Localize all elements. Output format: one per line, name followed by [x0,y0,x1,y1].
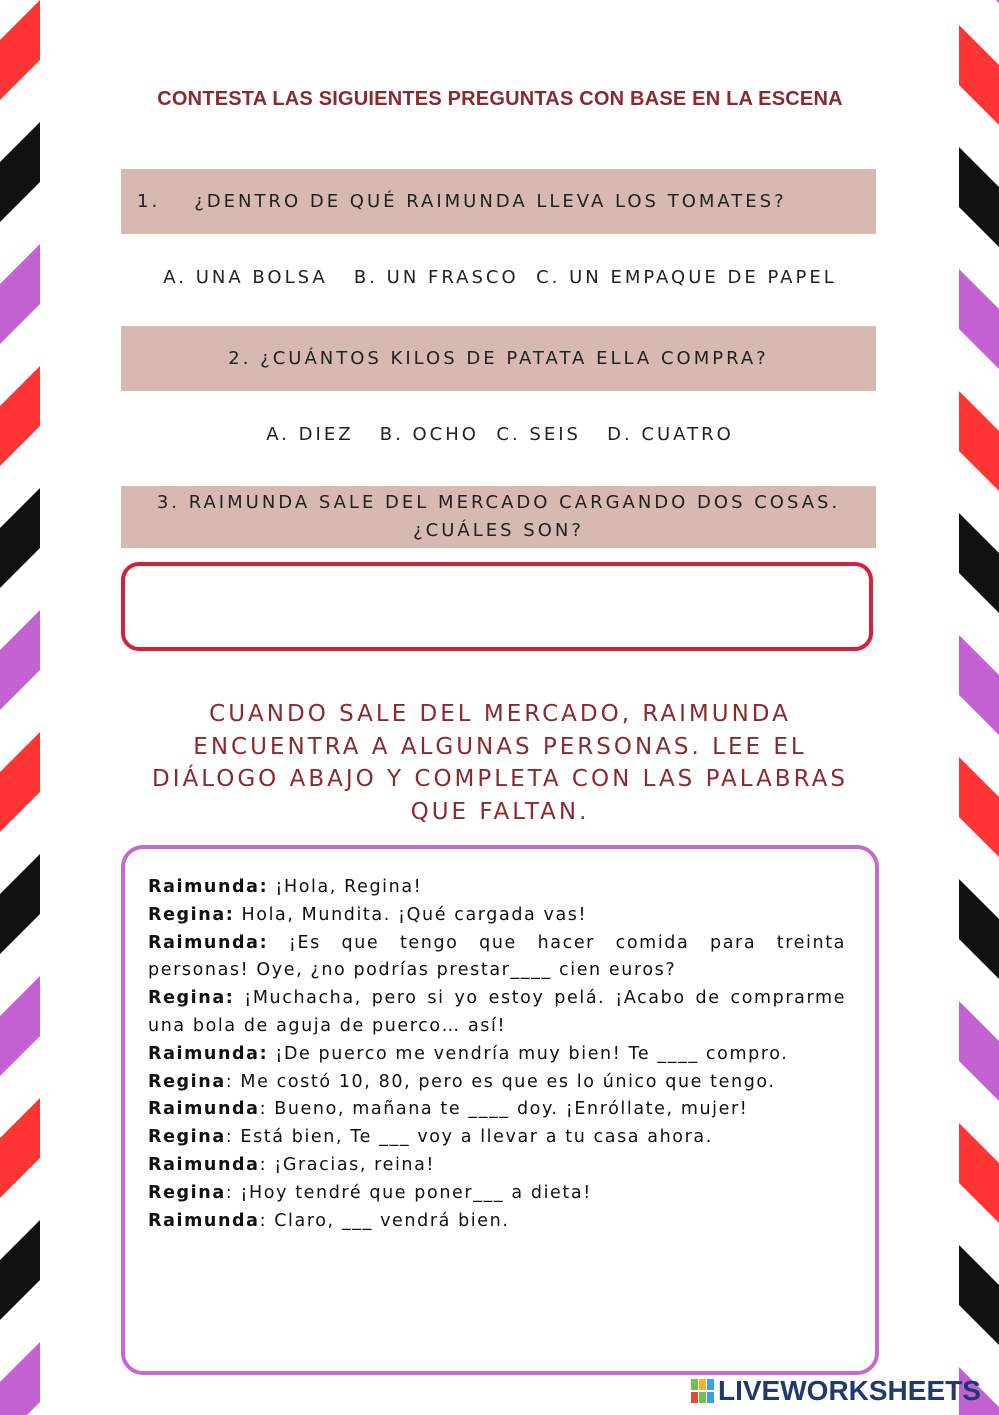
stripe-band [959,635,999,735]
question-3-answer-field[interactable] [121,562,873,651]
dialog-line [148,874,846,902]
question-2-box [121,326,876,391]
left-stripe-border [0,0,40,1415]
stripe-band [0,854,40,954]
speaker: Raimunda: [148,932,269,953]
speaker: Raimunda [148,1210,260,1231]
stripe-band [959,25,999,125]
stripe-band [959,1001,999,1101]
page-title: CONTESTA LAS SIGUIENTES PREGUNTAS CON BASE EN LA ESCENA [157,88,843,110]
option-a[interactable]: A. DIEZ [266,424,354,445]
option-a[interactable]: A. UNA BOLSA [163,267,328,288]
speaker: Regina [148,1127,226,1148]
dialog-text [148,874,846,1235]
speaker: Regina: [148,904,235,925]
stripe-band [0,488,40,588]
dialog-line [148,1124,846,1152]
stripe-band [959,391,999,491]
option-d[interactable]: D. CUATRO [607,424,734,445]
option-c[interactable]: C. SEIS [496,424,581,445]
question-1-text: ¿DENTRO DE QUÉ RAIMUNDA LLEVA LOS TOMATES? [194,190,787,212]
stripe-band [0,366,40,466]
dialog-line [148,1180,846,1208]
question-1-options [100,267,900,288]
dialog-line [148,1041,846,1069]
dialog-line [148,902,846,930]
dialog-line [148,985,846,1041]
dialog-line-text: : ¡Hoy tendré que poner___ a dieta! [225,1182,592,1203]
stripe-band [959,879,999,979]
speaker: Regina [148,1071,226,1092]
instruction-line-4: QUE FALTAN. [410,798,590,825]
stripe-band [959,269,999,369]
stripe-band [0,1342,40,1415]
stripe-band [959,757,999,857]
stripe-band [959,1245,999,1345]
stripe-band [959,513,999,613]
question-3-line-1: 3. RAIMUNDA SALE DEL MERCADO CARGANDO DOS COSAS. [156,492,841,513]
dialog-line-text: : Está bien, Te ___ voy a llevar a tu casa ahora. [225,1127,713,1148]
dialog-line-text: : Claro, ___ vendrá bien. [259,1210,510,1231]
dialog-line-text: : Bueno, mañana te ____ doy. ¡Enróllate, mujer! [259,1099,749,1120]
speaker: Raimunda: [148,877,269,897]
dialog-line-text: Hola, Mundita. ¡Qué cargada vas! [234,904,588,925]
dialog-line [148,1152,846,1180]
option-c[interactable]: C. UN EMPAQUE DE PAPEL [536,267,837,288]
stripe-band [0,244,40,344]
stripe-band [0,732,40,832]
stripe-band [0,122,40,222]
dialog-line-text: : ¡Gracias, reina! [259,1154,436,1175]
dialog-line-text: ¡De puerco me vendría muy bien! Te ____ compro. [268,1043,789,1064]
dialog-line [148,1069,846,1097]
question-2-options [100,424,900,445]
question-2-text: 2. ¿CUÁNTOS KILOS DE PATATA ELLA COMPRA? [228,347,769,369]
liveworksheets-logo[interactable] [690,1373,981,1409]
speaker: Regina: [148,988,235,1009]
speaker: Raimunda [148,1154,260,1175]
stripe-band [959,147,999,247]
question-1-box [121,169,876,234]
stripe-band [0,976,40,1076]
stripe-band [959,0,999,3]
option-b[interactable]: B. UN FRASCO [353,267,519,288]
stripe-band [959,1123,999,1223]
right-stripe-border [959,0,999,1415]
stripe-band [0,0,40,100]
speaker: Raimunda: [148,1043,269,1064]
stripe-band [0,1098,40,1198]
speaker: Regina [148,1182,226,1203]
question-1-number: 1. [137,190,161,212]
dialog-line-text: ¡Muchacha, pero si yo estoy pelá. ¡Acabo de comprarme una bola de aguja de puerco… así! [148,988,846,1036]
instruction-line-3: DIÁLOGO ABAJO Y COMPLETA CON LAS PALABRAS [152,766,848,792]
dialog-instruction [120,698,880,828]
instruction-line-1: CUANDO SALE DEL MERCADO, RAIMUNDA [209,701,791,727]
dialog-line-text: ¡Hola, Regina! [268,877,423,897]
dialog-line [148,1096,846,1124]
dialog-line [148,1208,846,1236]
speaker: Raimunda [148,1099,260,1120]
stripe-band [0,610,40,710]
dialog-line-text: ¡Es que tengo que hacer comida para treinta personas! Oye, ¿no podrías prestar____ cien euros? [148,932,846,981]
instruction-line-2: ENCUENTRA A ALGUNAS PERSONAS. LEE EL [193,733,807,760]
option-b[interactable]: B. OCHO [379,424,479,445]
liveworksheets-logo-icon [690,1378,716,1404]
question-3-box [121,486,876,548]
question-3-line-2: ¿CUÁLES SON? [413,520,584,541]
stripe-band [0,1220,40,1320]
dialog-line [148,930,846,986]
brand-text: LIVEWORKSHEETS [718,1375,981,1406]
dialog-line-text: : Me costó 10, 80, pero es que es lo único que tengo. [225,1071,776,1092]
